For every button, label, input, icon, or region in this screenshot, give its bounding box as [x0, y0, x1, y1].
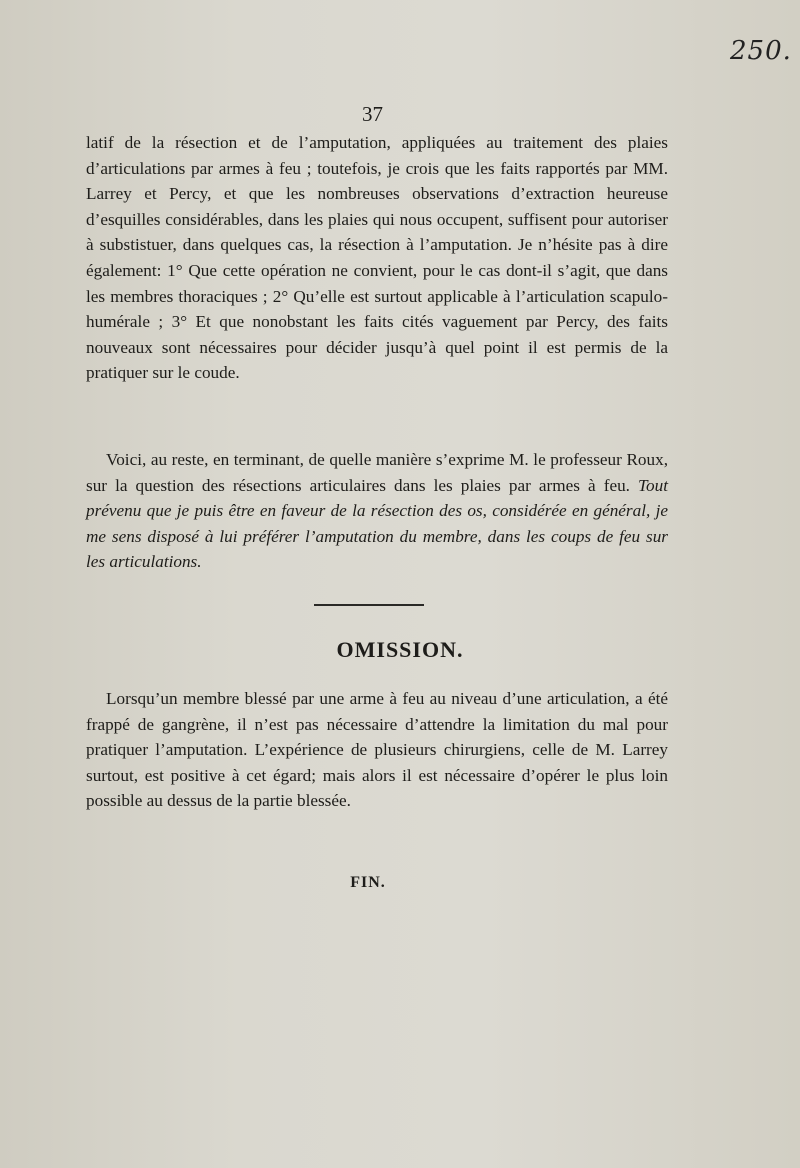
page-number: 37 [362, 102, 383, 126]
section-divider [314, 604, 424, 606]
roux-quote: Tout prévenu que je puis être en faveur de la résection des os, considérée en général, je me sens disposé à lui préférer l’amputation du membre, dans les coups de feu sur les articulations. [86, 475, 668, 572]
paragraph-3: Lorsqu’un membre blessé par une arme à feu au niveau d’une articulation, a été frappé de gangrène, il n’est pas nécessaire d’attendre la limitation du mal pour pratiquer l’amputation. L’expérience de plusieurs chirurgiens, celle de M. Larrey surtout, est positive à cet égard; mais alors il est nécessaire d’opérer le plus loin possible au dessus de la partie blessée. [86, 689, 668, 811]
end-marker: FIN. [350, 874, 386, 891]
handwritten-annotation: 250. [730, 36, 792, 66]
paragraph-2 [86, 447, 668, 575]
section-heading: OMISSION. [336, 637, 464, 662]
paragraph-2-intro: Voici, au reste, en terminant, de quelle manière s’exprime M. le professeur Roux, sur la question des résections articulaires dans les plaies par armes à feu. [86, 450, 668, 495]
paragraph-1: latif de la résection et de l’amputation, appliquées au traitement des plaies d’articulations par armes à feu ; toutefois, je crois que les faits rapportés par MM. Larrey et Percy, et que les nombreuses observations d’extraction heureuse d’esquilles considérables, dans les plaies qui nous occupent, suffisent pour autoriser à substistuer, dans quelques cas, la résection à l’amputation. Je n’hésite pas à dire également: 1° Que cette opération ne convient, pour le cas dont-il s’agit, que dans les membres thoraciques ; 2° Qu’elle est surtout applicable à l’articulation scapulo-humérale ; 3° Et que nonobstant les faits cités vaguement par Percy, des faits nouveaux sont nécessaires pour décider jusqu’à quel point il est permis de la pratiquer sur le coude. [86, 133, 668, 383]
